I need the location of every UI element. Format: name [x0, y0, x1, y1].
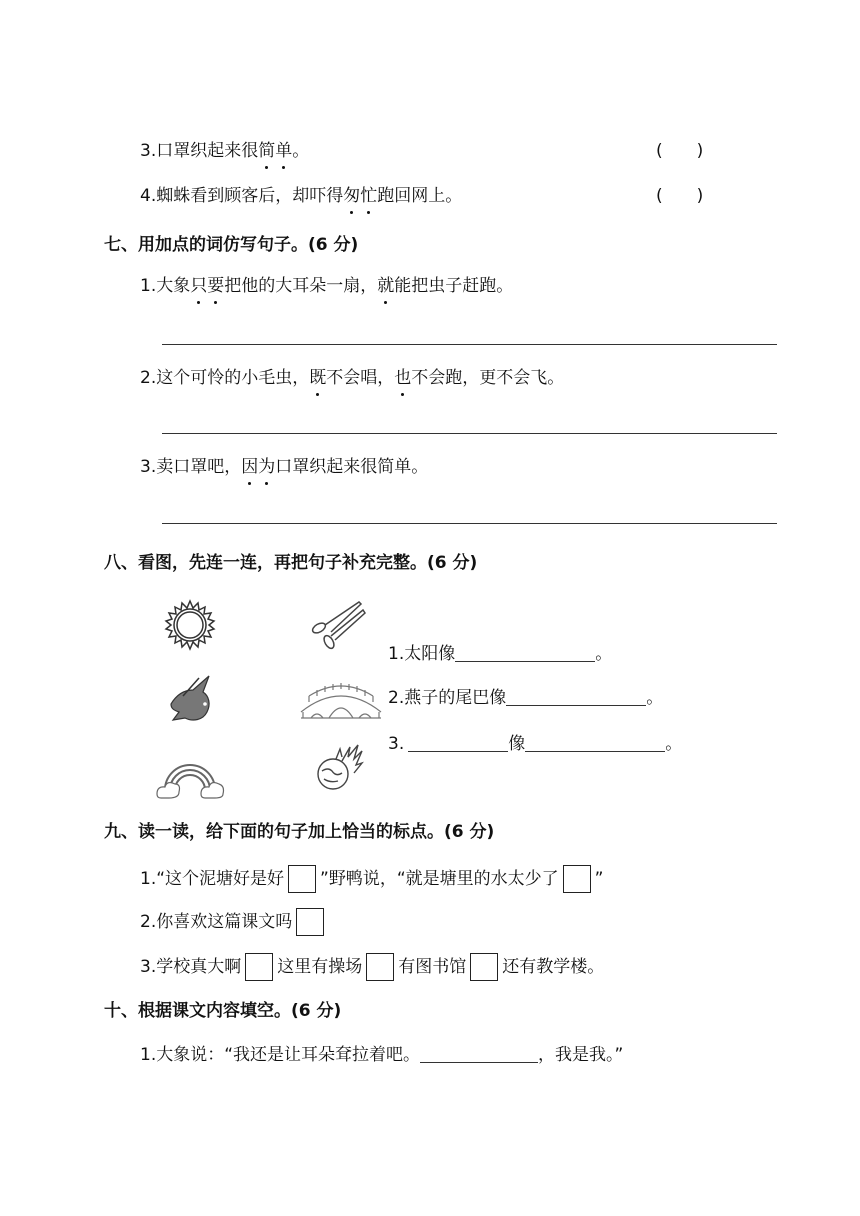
q7-3: 3.卖口罩吧，因为口罩织起来很简单。 — [140, 457, 429, 477]
q6-4: 4.蜘蛛看到顾客后，却吓得匆忙跑回网上。 — [140, 186, 463, 206]
dotted-char: 简 — [258, 141, 276, 161]
dotted-char: 匆 — [343, 186, 361, 206]
q8-3: 3. 像 。 — [388, 734, 683, 754]
fill-blank[interactable] — [420, 1044, 538, 1063]
q7-2: 2.这个可怜的小毛虫，既不会唱，也不会跑，更不会飞。 — [140, 368, 565, 388]
dotted-char: 忙 — [360, 186, 378, 206]
answer-line[interactable] — [162, 433, 777, 434]
q9-3: 3.学校真大啊 这里有操场 有图书馆 还有教学楼。 — [140, 951, 604, 983]
dotted-char: 为 — [258, 457, 276, 477]
dotted-char: 既 — [309, 368, 327, 388]
scissors-icon — [307, 596, 367, 654]
q7-1: 1.大象只要把他的大耳朵一扇，就能把虫子赶跑。 — [140, 276, 514, 296]
section-9-title: 九、读一读，给下面的句子加上恰当的标点。(6 分) — [104, 822, 495, 842]
sun-icon — [162, 597, 218, 653]
dotted-char: 单 — [275, 141, 293, 161]
q6-3: 3.口罩织起来很简单。 — [140, 141, 310, 161]
dotted-char: 要 — [207, 276, 225, 296]
section-10-title: 十、根据课文内容填空。(6 分) — [104, 1001, 342, 1021]
answer-paren[interactable]: ( ) — [656, 186, 704, 206]
rainbow-icon — [155, 752, 225, 802]
bridge-icon — [299, 680, 383, 722]
q10-1: 1.大象说：“我还是让耳朵耷拉着吧。 ，我是我。” — [140, 1045, 624, 1065]
swallow-icon — [163, 674, 217, 724]
dotted-char: 因 — [241, 457, 259, 477]
punctuation-box[interactable] — [366, 953, 394, 981]
punctuation-box[interactable] — [470, 953, 498, 981]
q9-2: 2.你喜欢这篇课文吗 — [140, 906, 328, 938]
fill-blank[interactable] — [506, 687, 646, 706]
section-7-title: 七、用加点的词仿写句子。(6 分) — [104, 235, 359, 255]
dotted-char: 也 — [394, 368, 412, 388]
answer-paren[interactable]: ( ) — [656, 141, 704, 161]
dotted-char: 只 — [190, 276, 208, 296]
fill-blank[interactable] — [455, 643, 595, 662]
fill-blank[interactable] — [525, 733, 665, 752]
punctuation-box[interactable] — [563, 865, 591, 893]
q8-1: 1.太阳像 。 — [388, 644, 613, 664]
q9-1: 1.“这个泥塘好是好 ”野鸭说，“就是塘里的水太少了 ” — [140, 863, 603, 895]
fill-blank[interactable] — [408, 733, 508, 752]
answer-line[interactable] — [162, 523, 777, 524]
punctuation-box[interactable] — [245, 953, 273, 981]
punctuation-box[interactable] — [296, 908, 324, 936]
q8-2: 2.燕子的尾巴像 。 — [388, 688, 664, 708]
dotted-char: 就 — [377, 276, 395, 296]
answer-line[interactable] — [162, 344, 777, 345]
punctuation-box[interactable] — [288, 865, 316, 893]
fireball-icon — [306, 741, 364, 799]
section-8-title: 八、看图，先连一连，再把句子补充完整。(6 分) — [104, 553, 478, 573]
